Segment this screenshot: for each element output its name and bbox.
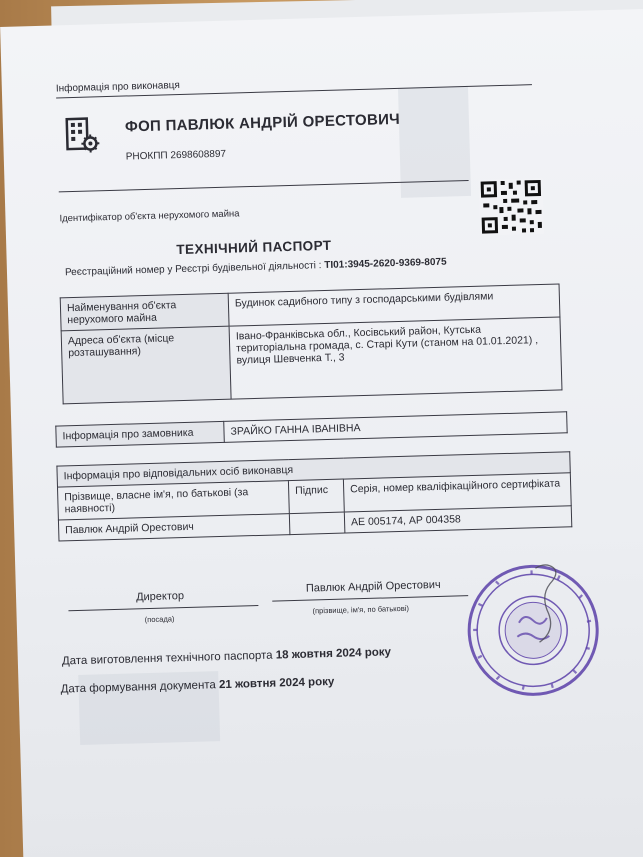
object-address-label: Адреса об'єкта (місце розташування) [61,326,231,404]
responsible-table [56,451,572,541]
row-name: Павлюк Андрій Орестович [58,514,289,541]
row-cert: АЕ 005174, АР 004358 [344,506,571,533]
name-caption: (прізвище, ім'я, по батькові) [312,603,410,616]
signatory-name: Павлюк Андрій Орестович [305,578,441,595]
customer-label: Інформація про замовника [56,421,225,447]
identifier-label: Ідентифікатор об'єкта нерухомого майна [59,208,240,225]
official-seal-stamp [461,558,605,702]
registry-number-line [65,254,485,281]
object-name-label: Найменування об'єкта нерухомого майна [60,293,229,331]
col-name-header: Прізвище, власне ім'я, по батькові (за наявності) [57,481,289,520]
qr-code [479,178,545,236]
col-sign-header: Підпис [288,479,344,514]
document-title: ТЕХНІЧНИЙ ПАСПОРТ [176,237,332,258]
document-page [0,9,643,857]
company-name: ФОП ПАВЛЮК АНДРІЙ ОРЕСТОВИЧ [124,110,401,136]
rnokpp-number: РНОКПП 2698608897 [125,148,227,163]
object-address-value: Івано-Франківська обл., Косівський район, Кутська територіальна громада, с. Старі Кути (станом на 01.01.2021) , вулиця Шевченка Т., 3 [229,317,562,399]
signatory-position: Директор [135,590,185,604]
building-gear-icon [65,116,100,153]
registry-number: ТІ01:3945-2620-9369-8075 [324,256,447,272]
col-cert-header: Серія, номер кваліфікаційного сертифіката [343,473,571,512]
registry-label: Реєстраційний номер у Реєстрі будівельної діяльності : [64,260,322,279]
position-line [68,605,258,611]
object-table [60,283,563,404]
responsible-title: Інформація про відповідальних осіб виконавця [57,452,570,487]
made-date-line [62,646,391,667]
object-name-value: Будинок садибного типу з господарськими будівлями [228,284,560,326]
position-caption: (посада) [144,614,175,625]
formed-date-value: 21 жовтня 2024 року [218,675,335,692]
executor-label: Інформація про виконавця [55,79,181,95]
customer-value: ЗРАЙКО ГАННА ІВАНІВНА [224,412,567,443]
customer-table [55,411,567,447]
name-line [272,595,468,601]
formed-date-label: Дата формування документа [60,679,217,696]
made-date-label: Дата виготовлення технічного паспорта [61,649,273,668]
row-sign [289,512,345,535]
made-date-value: 18 жовтня 2024 року [275,646,392,662]
